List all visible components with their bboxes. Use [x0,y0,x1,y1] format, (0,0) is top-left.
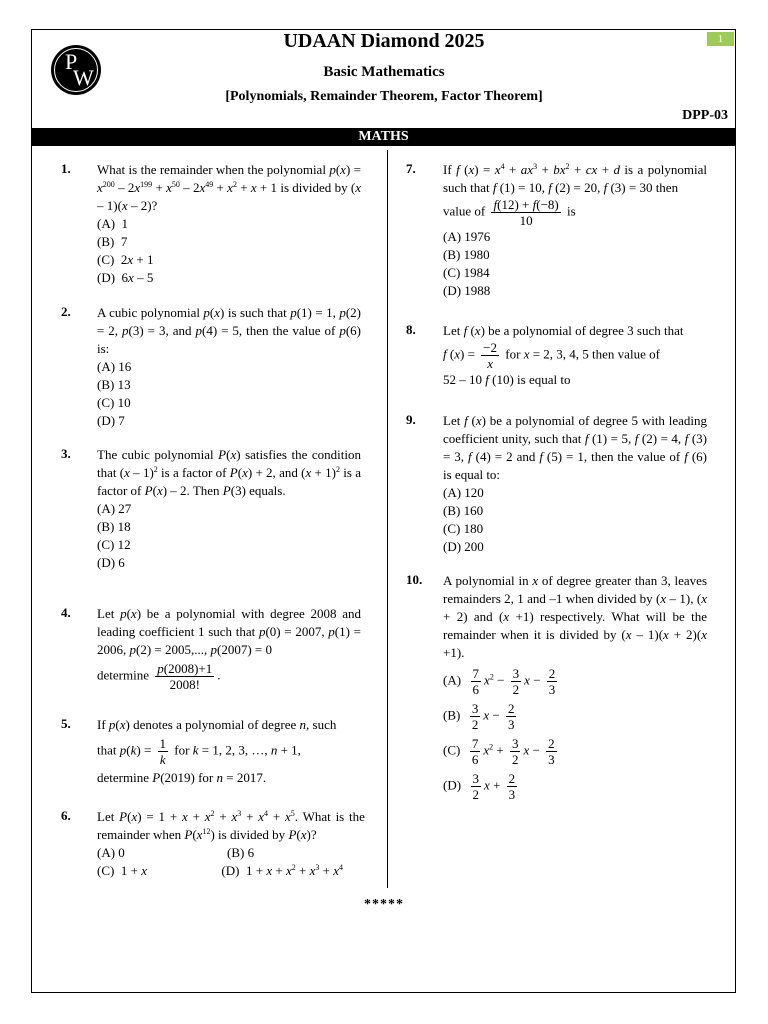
section-band: MATHS [31,128,736,146]
option[interactable]: (C) 1984 [443,265,490,280]
question-number: 5. [61,716,71,731]
question-3 [97,446,361,572]
option[interactable]: (C) 10 [97,395,131,410]
question-number: 7. [406,161,416,176]
question-number: 3. [61,446,71,461]
question-number: 4. [61,605,71,620]
question-9 [443,412,707,556]
document-subtitle: Basic Mathematics [323,64,445,80]
option[interactable]: (A) 16 [97,359,132,374]
question-text: If f $(x) = x^4 + ax^3 + bx^2$ + cx + d is a polynomial such that f (1) = 10, f (2) = 20, f (3) = 30 then [443,162,707,195]
question-formula: determine $\frac{p(2008)+1}{2008!}$ . [97,661,221,692]
option-row [97,862,365,880]
option[interactable]: (B) $\frac{3}{2}$ x − $\frac{2}{3}$ [443,701,515,732]
document-title: UDAAN Diamond 2025 [283,30,485,52]
question-text: 52 – 10 f (10) is equal to [443,372,571,387]
question-number: 1. [61,161,71,176]
dpp-label: DPP-03 [682,108,728,123]
question-10 [443,572,707,802]
option[interactable]: (C) 1 + x [97,863,147,878]
option[interactable]: (C) $\frac{7}{6}$ $x^2$ + $\frac{3}{2}$ x − $\frac{2}{3}$ [443,736,555,767]
question-text: determine P(2019) for n = 2017. [97,770,267,785]
question-8 [443,322,707,389]
option[interactable]: (D) 7 [97,413,125,428]
question-text: Let p(x) be a polynomial with degree 2008 and leading coefficient 1 such that p(0) = 2007, p(1) = 2006, p(2) = 2005,..., p(2007) = 0 [97,606,362,657]
option[interactable]: (D) 1988 [443,283,491,298]
option[interactable]: (D) 200 [443,539,484,554]
column-divider [387,150,388,888]
option[interactable]: (A) 1976 [443,229,491,244]
question-formula: value of $\frac{f(12) + f(-8)}{10}$ is [443,197,576,228]
option[interactable]: (A) 27 [97,501,132,516]
question-number: 6. [61,808,71,823]
option[interactable]: (D) $\frac{3}{2}$ x + $\frac{2}{3}$ [443,771,516,802]
end-marker: ***** [364,897,404,912]
question-number: 9. [406,412,416,427]
question-2 [97,304,361,430]
page-number-badge: 1 [707,32,734,46]
question-text: Let f (x) be a polynomial of degree 5 with leading coefficient unity, such that f (1) = 5, f (2) = 4, f (3) = 3, f (4) = 2 and f (5) = 1, then the value of f (6) is equal to: [443,413,707,482]
option[interactable]: (C) 2x + 1 [97,252,154,267]
question-formula: f (x) = $\frac{-2}{x}$ for x = 2, 3, 4, 5 then value of [443,340,660,371]
option[interactable]: (A) 1 [97,216,129,231]
logo-letter-w: W [73,65,94,90]
option[interactable]: (B) 13 [97,377,131,392]
question-number: 10. [406,572,423,587]
question-7 [443,161,707,300]
question-text: A cubic polynomial p(x) is such that p(1) = 1, p(2) = 2, p(3) = 3, and p(4) = 5, then the value of p(6) is: [97,305,361,356]
question-text: If p(x) denotes a polynomial of degree n, such [97,717,337,732]
option[interactable]: (B) 1980 [443,247,490,262]
question-text: The cubic polynomial P(x) satisfies the condition that (x – 1)$^2$ is a factor of P(x) + 2, and $(x + 1)^2$ is a factor of P(x) – 2. Then P(3) equals. [97,447,361,498]
question-6 [97,808,365,880]
question-1 [97,161,361,287]
option[interactable]: (C) 180 [443,521,484,536]
option-row [97,844,365,862]
option[interactable]: (A) 0 [97,845,125,860]
question-text: Let f (x) be a polynomial of degree 3 such that [443,323,684,338]
option[interactable]: (B) 160 [443,503,484,518]
question-4 [97,605,361,692]
question-number: 8. [406,322,416,337]
question-5 [97,716,361,787]
question-text: What is the remainder when the polynomial $p(x) = x^{200} - 2x^{199} + x^{50} - 2x^{49} + x^2 + x + 1$ is divided by (x – 1)(x – 2)? [97,162,361,213]
option[interactable]: (B) 18 [97,519,131,534]
question-number: 2. [61,304,71,319]
option[interactable]: (D) 6 [97,555,125,570]
question-text: A polynomial in x of degree greater than 3, leaves remainders 2, 1 and –1 when divided by (x – 1), (x + 2) and (x +1) respectively. What will be the remainder when it is divided by (x – 1)(x + 2)(x +1). [443,573,707,660]
option[interactable]: (D) $1 + x + x^2 + x^3 + x^4$ [221,863,343,878]
option[interactable]: (A) 120 [443,485,484,500]
option[interactable]: (D) 6x – 5 [97,270,154,285]
topics-line: [Polynomials, Remainder Theorem, Factor Theorem] [225,89,543,104]
option[interactable]: (B) 6 [227,845,255,860]
option[interactable]: (B) 7 [97,234,128,249]
option[interactable]: (A) $\frac{7}{6}$ $x^2$ − $\frac{3}{2}$ x − $\frac{2}{3}$ [443,666,556,697]
option[interactable]: (C) 12 [97,537,131,552]
logo-letter-p: P [65,49,78,74]
question-text: Let $P(x) = 1 + x + x^2 + x^3 + x^4 + x^5$. What is the remainder when $P(x^{12})$ is divided by P(x)? [97,809,365,842]
question-formula: that p(k) = $\frac{1}{k}$ for k = 1, 2, 3, …, n + 1, [97,736,301,767]
